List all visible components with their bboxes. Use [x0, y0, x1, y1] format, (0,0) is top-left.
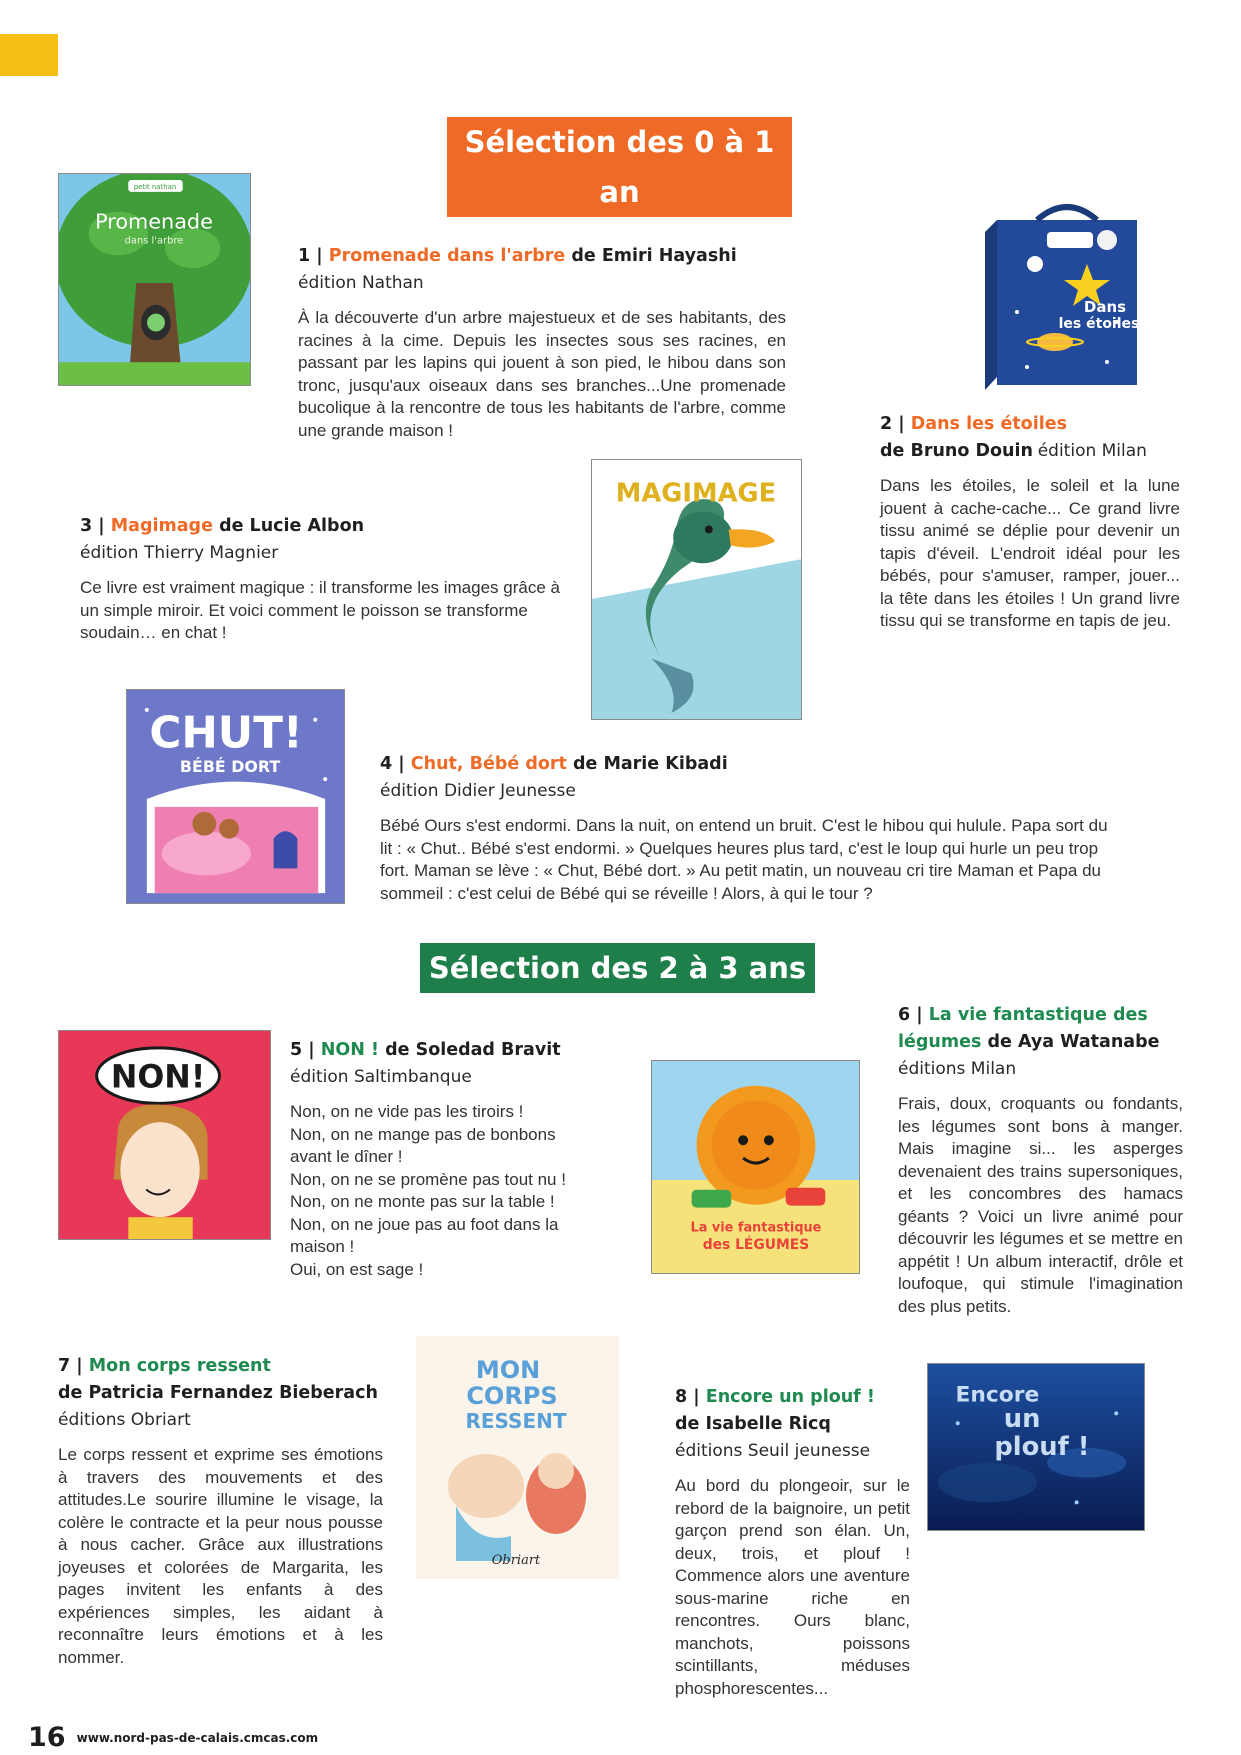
- book-entry-2: [880, 411, 1180, 633]
- cover-title: MAGIMAGE: [615, 478, 777, 509]
- book-publisher: édition Didier Jeunesse: [380, 781, 576, 801]
- book-number: 6 |: [898, 1005, 923, 1025]
- book-description: Dans les étoiles, le soleil et la lune jouent à cache-cache... Ce grand livre tissu animé se déplie pour devenir un tapis d'éveil. L'endroit idéal pour les bébés, pour s'amuser, ramper, jouer... la tête dans les étoiles ! Un grand livre tissu qui se transforme en tapis de jeu.: [880, 476, 1180, 630]
- book-author: de Aya Watanabe: [987, 1032, 1160, 1052]
- book-description: Frais, doux, croquants ou fondants, les légumes sont bons à manger. Mais imagine si... les asperges devenaient des trains supersoniques, et les concombres des hamacs géants ? Voici un livre animé pour découvrir les légumes et se mettre en appétit ! Un album interactif, drôle et loufoque, qui stimule l'imagination des plus petits.: [898, 1094, 1183, 1316]
- book-number: 3 |: [80, 516, 105, 536]
- book-description: À la découverte d'un arbre majestueux et de ses habitants, des racines à la cime. Depuis les insectes sous ses racines, en passant par les lapins qui jouent à son pied, le hibou dans son tronc, jusqu'aux oiseaux dans ses branches...Une promenade bucolique à la rencontre de tous les habitants de l'arbre, comme une grande maison !: [298, 308, 786, 440]
- cover-title: CORPS: [466, 1382, 558, 1410]
- book-entry-4: [380, 751, 1120, 905]
- book-author: de Marie Kibadi: [572, 754, 728, 774]
- book-heading: [58, 1353, 383, 1380]
- book-title: Dans les étoiles: [910, 414, 1067, 434]
- description-line: Non, on ne se promène pas tout nu !: [290, 1169, 566, 1189]
- book-number: 8 |: [675, 1387, 700, 1407]
- book-heading: [290, 1037, 585, 1064]
- book-heading: [80, 513, 575, 540]
- section-title: Sélection des 2 à 3 ans: [428, 951, 807, 985]
- book-entry-6: [898, 1002, 1183, 1318]
- book-title: Mon corps ressent: [88, 1356, 271, 1376]
- book-entry-3: [80, 513, 575, 645]
- cover-title: un: [1003, 1404, 1041, 1435]
- book-title: Encore un plouf !: [705, 1387, 875, 1407]
- corner-tab: [0, 34, 58, 76]
- cover-title: plouf !: [994, 1431, 1090, 1462]
- book-description: Le corps ressent et exprime ses émotions à travers des mouvements et des attitudes.Le sourire illumine le visage, la colère le contracte et la peur nous pousse à nous cacher. Grâce aux illustrations joyeuses et colorées de Margarita, les pages invitent les enfants à des expériences simples, les aidant à reconnaître leurs émotions et à les nommer.: [58, 1445, 383, 1667]
- book-description: Bébé Ours s'est endormi. Dans la nuit, on entend un bruit. C'est le hibou qui hulule. Papa sort du lit : « Chut.. Bébé s'est endormi. » Quelques heures plus tard, c'est le loup qui hurle un peu trop fort. Maman se lève : « Chut, Bébé dort. » Au petit matin, un nouveau cri tire Maman et Papa du sommeil : c'est celui de Bébé qui se réveille ! Alors, à qui le tour ?: [380, 816, 1108, 903]
- book-publisher: éditions Seuil jeunesse: [675, 1441, 871, 1461]
- cover-title: CHUT!: [149, 708, 303, 759]
- page-footer: [28, 1722, 318, 1753]
- cover-publisher: Obriart: [491, 1553, 541, 1568]
- book-description: Au bord du plongeoir, sur le rebord de la baignoire, un petit garçon prend son élan. Un, deux, trois, et plouf ! Commence alors une aventure sous-marine riche en rencontres. Ours blanc, manchots, poissons scintillants, méduses phosphorescentes...: [675, 1476, 910, 1698]
- book-publisher: édition Saltimbanque: [290, 1067, 472, 1087]
- book-number: 1 |: [298, 246, 323, 266]
- cover-subtitle: des LÉGUMES: [702, 1237, 810, 1254]
- cover-title: NON!: [110, 1059, 206, 1096]
- book-heading: [380, 751, 1120, 778]
- book-author: de Patricia Fernandez Bieberach: [58, 1383, 378, 1403]
- description-line: Non, on ne vide pas les tiroirs !: [290, 1102, 524, 1121]
- cover-subtitle: dans l'arbre: [124, 235, 184, 247]
- book-number: 2 |: [880, 414, 905, 434]
- book-publisher: éditions Obriart: [58, 1410, 191, 1430]
- cover-title: Dans: [1083, 298, 1127, 316]
- cover-title: Promenade: [95, 209, 213, 234]
- book-title: NON !: [320, 1040, 380, 1060]
- book-publisher: édition Thierry Magnier: [80, 543, 279, 563]
- page-number: 16: [28, 1722, 66, 1753]
- book-description: [290, 1101, 585, 1281]
- cover-title: Encore: [955, 1382, 1040, 1408]
- book-title: La vie fantastique des légumes: [898, 1005, 1148, 1052]
- book-author: de Emiri Hayashi: [571, 246, 737, 266]
- book-number: 5 |: [290, 1040, 315, 1060]
- book-entry-1: [298, 243, 786, 442]
- book-cover-4: [126, 689, 345, 904]
- cover-title: RESSENT: [465, 1409, 567, 1433]
- book-publisher: édition Nathan: [298, 273, 424, 293]
- book-cover-3: [591, 459, 802, 720]
- book-cover-5: [58, 1030, 271, 1240]
- book-cover-2: [977, 192, 1152, 390]
- book-title: Promenade dans l'arbre: [328, 246, 566, 266]
- book-title: Magimage: [110, 516, 213, 536]
- book-title: Chut, Bébé dort: [410, 754, 567, 774]
- book-author: de Isabelle Ricq: [675, 1414, 831, 1434]
- book-cover-8: [927, 1363, 1145, 1531]
- book-entry-8: [675, 1384, 910, 1700]
- section-banner-2-3: [420, 943, 815, 993]
- description-line: Non, on ne mange pas de bonbons avant le dîner !: [290, 1124, 556, 1166]
- cover-subtitle: les étoiles: [1058, 316, 1140, 332]
- book-entry-5: [290, 1037, 585, 1281]
- book-author: de Bruno Douin: [880, 441, 1033, 461]
- cover-subtitle: BÉBÉ DORT: [179, 757, 281, 777]
- cover-tag: petit nathan: [133, 182, 177, 191]
- book-byline: [880, 438, 1180, 465]
- book-heading: [898, 1002, 1183, 1056]
- book-heading: [298, 243, 786, 270]
- book-cover-1: [58, 173, 251, 386]
- cover-title: La vie fantastique: [690, 1220, 822, 1236]
- section-title: Sélection des 0 à 1 an: [464, 125, 775, 209]
- book-cover-7: [416, 1336, 619, 1579]
- book-author: de Lucie Albon: [219, 516, 365, 536]
- book-heading: [880, 411, 1180, 438]
- book-publisher: édition Milan: [1037, 441, 1147, 461]
- book-description: Ce livre est vraiment magique : il transforme les images grâce à un simple miroir. Et voici comment le poisson se transforme soudain… en chat !: [80, 578, 560, 642]
- description-line: Oui, on est sage !: [290, 1259, 424, 1279]
- book-heading: [675, 1384, 910, 1411]
- book-number: 4 |: [380, 754, 405, 774]
- description-line: Non, on ne joue pas au foot dans la maison !: [290, 1214, 559, 1256]
- book-author: de Soledad Bravit: [385, 1040, 561, 1060]
- book-cover-6: [651, 1060, 860, 1274]
- book-entry-7: [58, 1353, 383, 1669]
- footer-url[interactable]: www.nord-pas-de-calais.cmcas.com: [76, 1730, 319, 1745]
- section-banner-0-1: [447, 117, 792, 217]
- book-number: 7 |: [58, 1356, 83, 1376]
- book-publisher: éditions Milan: [898, 1059, 1017, 1079]
- description-line: Non, on ne monte pas sur la table !: [290, 1192, 555, 1211]
- cover-title: MON: [475, 1356, 541, 1384]
